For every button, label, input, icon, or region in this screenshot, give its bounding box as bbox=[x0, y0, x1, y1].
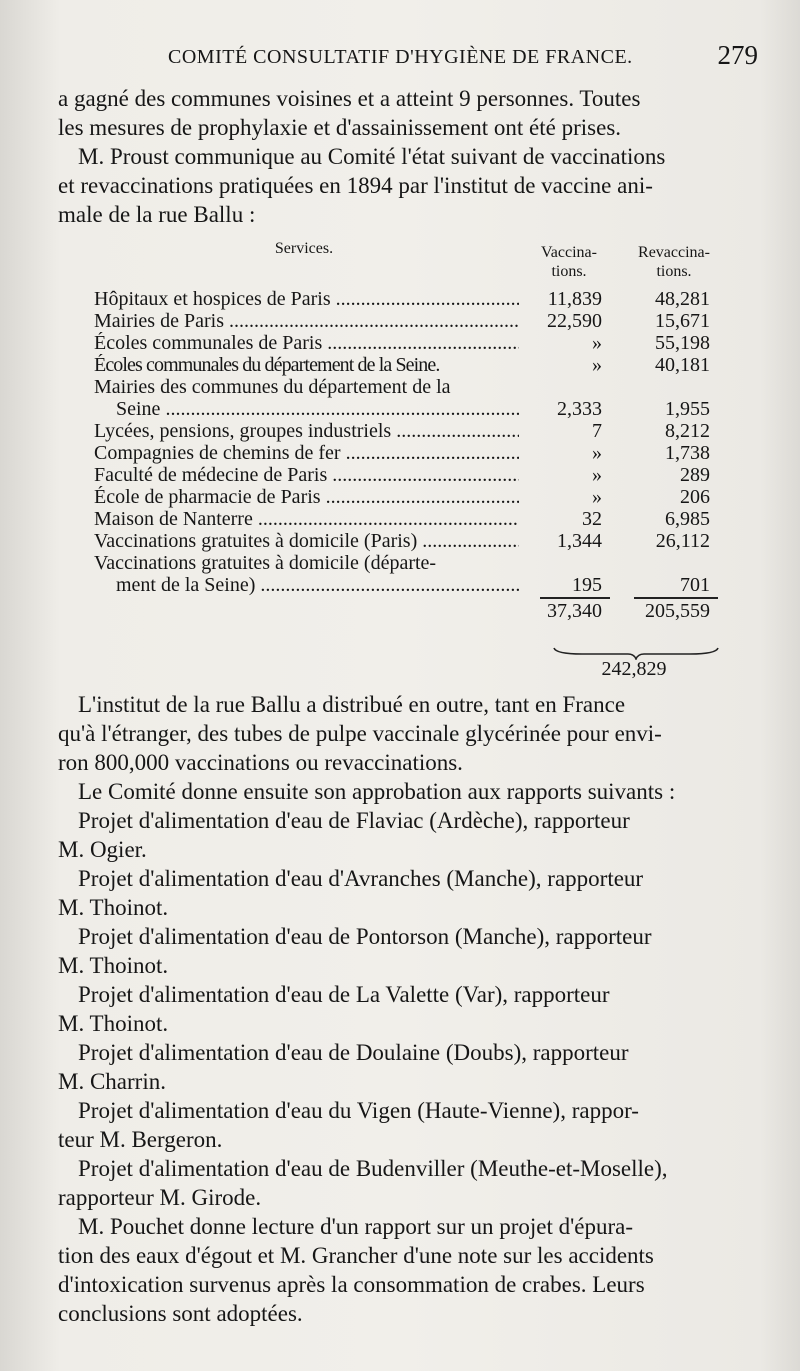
row-label: Hôpitaux et hospices de Paris ..... bbox=[94, 288, 519, 310]
text-line: M. Thoinot. bbox=[58, 953, 169, 978]
intro-paragraph-1 bbox=[58, 84, 748, 142]
row-label: Mairies des communes du département de la bbox=[94, 376, 451, 398]
row-label: Vaccinations gratuites à domicile (Paris) ..... bbox=[94, 530, 519, 552]
row-label: Écoles communales du département de la Seine. bbox=[94, 354, 440, 376]
row-revaccinations: 8,212 bbox=[665, 420, 710, 442]
row-label: Vaccinations gratuites à domicile (départe- bbox=[94, 552, 437, 574]
text-line: M. Thoinot. bbox=[58, 895, 169, 920]
text-line: ron 800,000 vaccinations ou revaccinations. bbox=[58, 750, 463, 775]
text-line: a gagné des communes voisines et a atteint 9 personnes. Toutes bbox=[58, 86, 641, 111]
row-revaccinations: 15,671 bbox=[655, 310, 710, 332]
text-line: Le Comité donne ensuite son approbation aux rapports suivants : bbox=[78, 779, 676, 804]
row-label: Maison de Nanterre ..... bbox=[94, 508, 519, 530]
sum-rule-revaccinations bbox=[634, 597, 718, 599]
text-line: teur M. Bergeron. bbox=[58, 1127, 223, 1152]
table-row bbox=[94, 288, 734, 310]
row-label: Écoles communales de Paris ..... bbox=[94, 332, 519, 354]
row-label: Compagnies de chemins de fer ..... bbox=[94, 442, 519, 464]
table-row bbox=[94, 354, 734, 376]
text-line: male de la rue Ballu : bbox=[58, 202, 256, 227]
row-revaccinations: 6,985 bbox=[665, 508, 710, 530]
header-vaccinations-1: Vaccina- bbox=[541, 244, 597, 261]
table-row bbox=[94, 420, 734, 442]
body-paragraph-last bbox=[58, 1212, 748, 1328]
text-line: Projet d'alimentation d'eau de Doulaine (Doubs), rapporteur bbox=[78, 1040, 629, 1065]
row-revaccinations: 1,955 bbox=[665, 398, 710, 420]
text-line: M. Thoinot. bbox=[58, 1011, 169, 1036]
row-revaccinations: 40,181 bbox=[655, 354, 710, 376]
row-vaccinations: » bbox=[592, 442, 602, 464]
row-vaccinations: 2,333 bbox=[557, 398, 602, 420]
project-avranches bbox=[58, 864, 748, 922]
sum-rule-vaccinations bbox=[540, 597, 610, 599]
text-line: Projet d'alimentation d'eau de Pontorson (Manche), rapporteur bbox=[78, 924, 652, 949]
project-budenviller bbox=[58, 1154, 748, 1212]
text-line: M. Proust communique au Comité l'état suivant de vaccinations bbox=[78, 144, 666, 169]
header-revaccinations-2: tions. bbox=[656, 263, 692, 280]
table-row bbox=[94, 530, 734, 552]
text-line: conclusions sont adoptées. bbox=[58, 1301, 303, 1326]
row-revaccinations: 55,198 bbox=[655, 332, 710, 354]
row-vaccinations: 22,590 bbox=[547, 310, 602, 332]
row-label: École de pharmacie de Paris ..... bbox=[94, 486, 519, 508]
page-number: 279 bbox=[717, 40, 758, 70]
row-label: Faculté de médecine de Paris ..... bbox=[94, 464, 519, 486]
body-paragraph-3 bbox=[58, 690, 748, 777]
row-revaccinations: 206 bbox=[680, 486, 710, 508]
header-revaccinations-1: Revaccina- bbox=[638, 244, 710, 261]
table-row bbox=[94, 574, 734, 596]
row-vaccinations: » bbox=[592, 486, 602, 508]
grand-total: 242,829 bbox=[601, 658, 667, 680]
project-flaviac bbox=[58, 806, 748, 864]
row-vaccinations: » bbox=[592, 464, 602, 486]
project-pontorson bbox=[58, 922, 748, 980]
row-revaccinations: 26,112 bbox=[655, 530, 710, 552]
table-row bbox=[94, 398, 734, 420]
row-vaccinations: 1,344 bbox=[557, 530, 602, 552]
running-title: COMITÉ CONSULTATIF D'HYGIÈNE DE FRANCE. bbox=[168, 46, 633, 68]
text-line: M. Pouchet donne lecture d'un rapport sur un projet d'épura- bbox=[78, 1214, 634, 1239]
page-header bbox=[168, 40, 758, 76]
row-revaccinations: 701 bbox=[680, 574, 710, 596]
row-vaccinations: » bbox=[592, 332, 602, 354]
project-doulaine bbox=[58, 1038, 748, 1096]
project-la-valette bbox=[58, 980, 748, 1038]
text-line: tion des eaux d'égout et M. Grancher d'une note sur les accidents bbox=[58, 1243, 654, 1268]
header-vaccinations-2: tions. bbox=[551, 263, 587, 280]
total-revaccinations: 205,559 bbox=[645, 600, 710, 622]
row-vaccinations: 195 bbox=[572, 574, 602, 596]
row-vaccinations: 7 bbox=[592, 420, 602, 442]
project-vigen bbox=[58, 1096, 748, 1154]
table-row bbox=[94, 442, 734, 464]
table-row bbox=[94, 376, 734, 398]
row-vaccinations: 32 bbox=[582, 508, 602, 530]
text-line: M. Charrin. bbox=[58, 1069, 166, 1094]
row-vaccinations: » bbox=[592, 354, 602, 376]
row-revaccinations: 289 bbox=[680, 464, 710, 486]
row-label: Lycées, pensions, groupes industriels ..... bbox=[94, 420, 519, 442]
text-line: qu'à l'étranger, des tubes de pulpe vaccinale glycérinée pour envi- bbox=[58, 721, 662, 746]
header-services: Services. bbox=[274, 240, 334, 257]
text-line: M. Ogier. bbox=[58, 837, 147, 862]
total-vaccinations: 37,340 bbox=[547, 600, 602, 622]
text-line: Projet d'alimentation d'eau de Budenviller (Meuthe-et-Moselle), bbox=[78, 1156, 668, 1181]
text-line: Projet d'alimentation d'eau de Flaviac (Ardèche), rapporteur bbox=[78, 808, 630, 833]
text-line: Projet d'alimentation d'eau de La Valette (Var), rapporteur bbox=[78, 982, 610, 1007]
row-revaccinations: 48,281 bbox=[655, 288, 710, 310]
text-line: les mesures de prophylaxie et d'assainissement ont été prises. bbox=[58, 115, 622, 140]
row-label: Mairies de Paris ..... bbox=[94, 310, 519, 332]
table-row bbox=[94, 310, 734, 332]
row-vaccinations: 11,839 bbox=[547, 288, 602, 310]
text-line: rapporteur M. Girode. bbox=[58, 1185, 262, 1210]
row-label: Seine ..... bbox=[116, 398, 519, 420]
table-row bbox=[94, 486, 734, 508]
text-line: Projet d'alimentation d'eau du Vigen (Haute-Vienne), rappor- bbox=[78, 1098, 639, 1123]
text-line: L'institut de la rue Ballu a distribué en outre, tant en France bbox=[78, 692, 626, 717]
text-line: d'intoxication survenus après la consommation de crabes. Leurs bbox=[58, 1272, 645, 1297]
totals-row bbox=[94, 600, 734, 622]
table-row bbox=[94, 508, 734, 530]
text-line: Projet d'alimentation d'eau d'Avranches (Manche), rapporteur bbox=[78, 866, 644, 891]
text-line: et revaccinations pratiquées en 1894 par l'institut de vaccine ani- bbox=[58, 173, 653, 198]
table-row bbox=[94, 332, 734, 354]
row-label: ment de la Seine) ..... bbox=[116, 574, 519, 596]
table-row bbox=[94, 464, 734, 486]
intro-paragraph-2 bbox=[58, 142, 748, 229]
body-paragraph-4 bbox=[58, 777, 748, 806]
row-revaccinations: 1,738 bbox=[665, 442, 710, 464]
table-row bbox=[94, 552, 734, 574]
